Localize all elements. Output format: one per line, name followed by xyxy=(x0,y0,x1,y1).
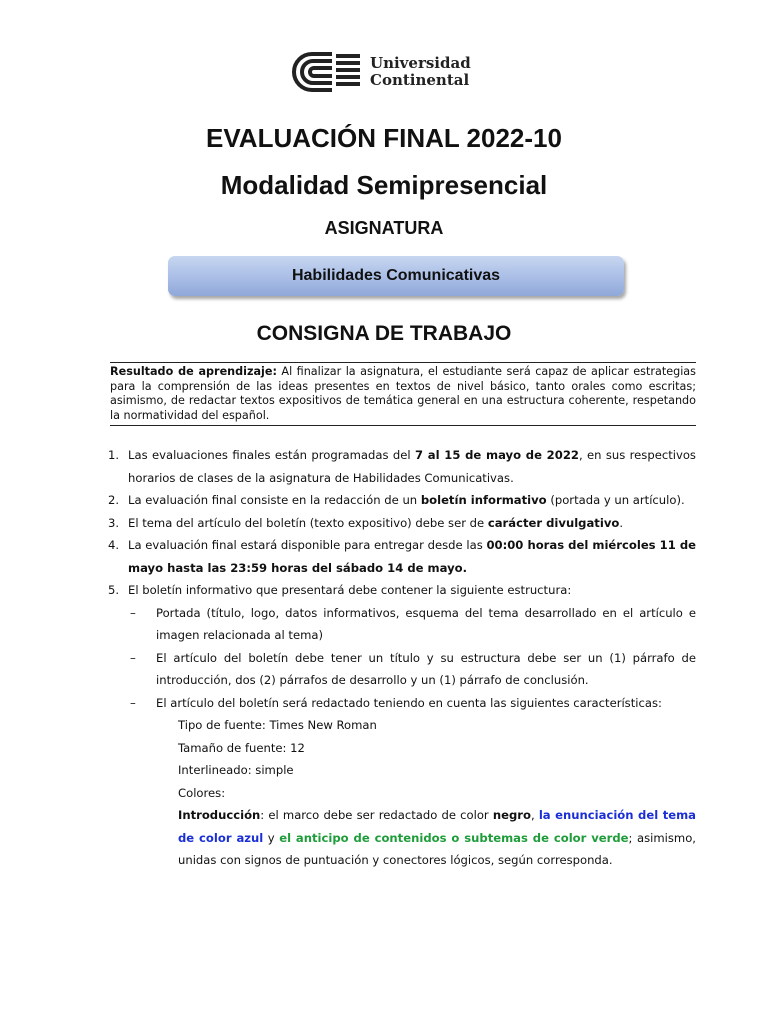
intro-blue-text: la enunciación del tema de color azul xyxy=(178,808,696,845)
intro-black-text: negro xyxy=(492,808,531,822)
university-logo xyxy=(292,50,482,94)
item-bold-text: boletín informativo xyxy=(420,493,547,507)
instructions-list xyxy=(108,444,696,872)
sub-item-text: Portada (título, logo, datos informativos, esquema del tema desarrollado en el artículo e imagen relacionada al tema) xyxy=(156,605,696,642)
section-title: CONSIGNA DE TRABAJO xyxy=(256,322,512,345)
dash-bullet: – xyxy=(130,650,136,665)
university-emblem-icon xyxy=(292,50,362,94)
university-name xyxy=(370,55,471,89)
list-item xyxy=(108,489,696,512)
list-item xyxy=(108,579,696,602)
learning-outcome-label: Resultado de aprendizaje: xyxy=(110,365,277,378)
item-number: 4. xyxy=(108,538,120,552)
item-text: El boletín informativo que presentará debe contener la siguiente estructura: xyxy=(128,583,572,597)
university-name-line2: Continental xyxy=(370,71,470,89)
sub-list-item xyxy=(108,602,696,647)
intro-text: y xyxy=(263,830,280,845)
intro-green-text: el anticipo de contenidos o subtemas de color verde xyxy=(279,830,629,845)
intro-text: ; asimismo, unidas con signos de puntuación y conectores lógicos, según corresponda. xyxy=(178,830,696,867)
course-name-banner xyxy=(168,256,624,296)
intro-text: : el marco debe ser redactado de color xyxy=(260,808,493,822)
subject-label: ASIGNATURA xyxy=(324,218,444,238)
page-title: EVALUACIÓN FINAL 2022-10 xyxy=(206,123,562,153)
list-item xyxy=(108,512,696,535)
university-name-line1: Universidad xyxy=(370,54,471,72)
item-text: El tema del artículo del boletín (texto expositivo) debe ser de xyxy=(128,515,488,530)
sub-item-text: El artículo del boletín debe tener un título y su estructura debe ser un (1) párrafo de introducción, dos (2) párrafos de desarrollo y un (1) párrafo de conclusión. xyxy=(156,650,696,687)
item-text: (portada y un artículo). xyxy=(546,493,685,507)
item-bold-text: 7 al 15 de mayo de 2022 xyxy=(414,448,579,462)
item-number: 1. xyxy=(108,448,120,462)
page-subtitle: Modalidad Semipresencial xyxy=(220,170,548,200)
sub-list-item xyxy=(108,647,696,692)
item-bold-text: 00:00 horas del miércoles 11 de mayo hasta las 23:59 horas del sábado 14 de mayo. xyxy=(128,538,697,575)
sub-list-item xyxy=(108,692,696,715)
property-colors: Colores: xyxy=(178,785,226,800)
intro-text: , xyxy=(530,808,539,822)
learning-outcome-text: Al finalizar la asignatura, el estudiante será capaz de aplicar estrategias para la comprensión de las ideas presentes en textos de nivel básico, tanto orales como escritas; asimismo, de redactar textos expositivos de temática general en una estructura coherente, respetando la normatividad del español. xyxy=(110,365,696,422)
introduction-paragraph xyxy=(108,804,696,872)
list-item xyxy=(108,444,696,489)
item-bold-text: carácter divulgativo xyxy=(487,515,620,530)
property-font-type: Tipo de fuente: Times New Roman xyxy=(178,718,377,732)
item-text: La evaluación final consiste en la redacción de un xyxy=(128,493,421,507)
introduction-label: Introducción xyxy=(178,808,261,822)
dash-bullet: – xyxy=(130,695,136,710)
dash-bullet: – xyxy=(130,605,136,620)
item-number: 2. xyxy=(108,493,120,507)
course-name: Habilidades Comunicativas xyxy=(291,267,501,284)
item-text: . xyxy=(619,515,624,530)
item-text: La evaluación final estará disponible para entregar desde las xyxy=(128,538,487,552)
item-text: , en sus respectivos horarios de clases de la asignatura de Habilidades Comunicativas. xyxy=(128,448,696,485)
item-number: 5. xyxy=(108,583,120,597)
property-font-size: Tamaño de fuente: 12 xyxy=(178,740,305,755)
list-item xyxy=(108,534,696,579)
property-line-spacing: Interlineado: simple xyxy=(178,763,294,777)
learning-outcome-box xyxy=(110,362,696,426)
item-number: 3. xyxy=(108,515,120,530)
sub-item-text: El artículo del boletín será redactado teniendo en cuenta las siguientes características: xyxy=(156,695,662,710)
item-text: Las evaluaciones finales están programadas del xyxy=(128,448,415,462)
